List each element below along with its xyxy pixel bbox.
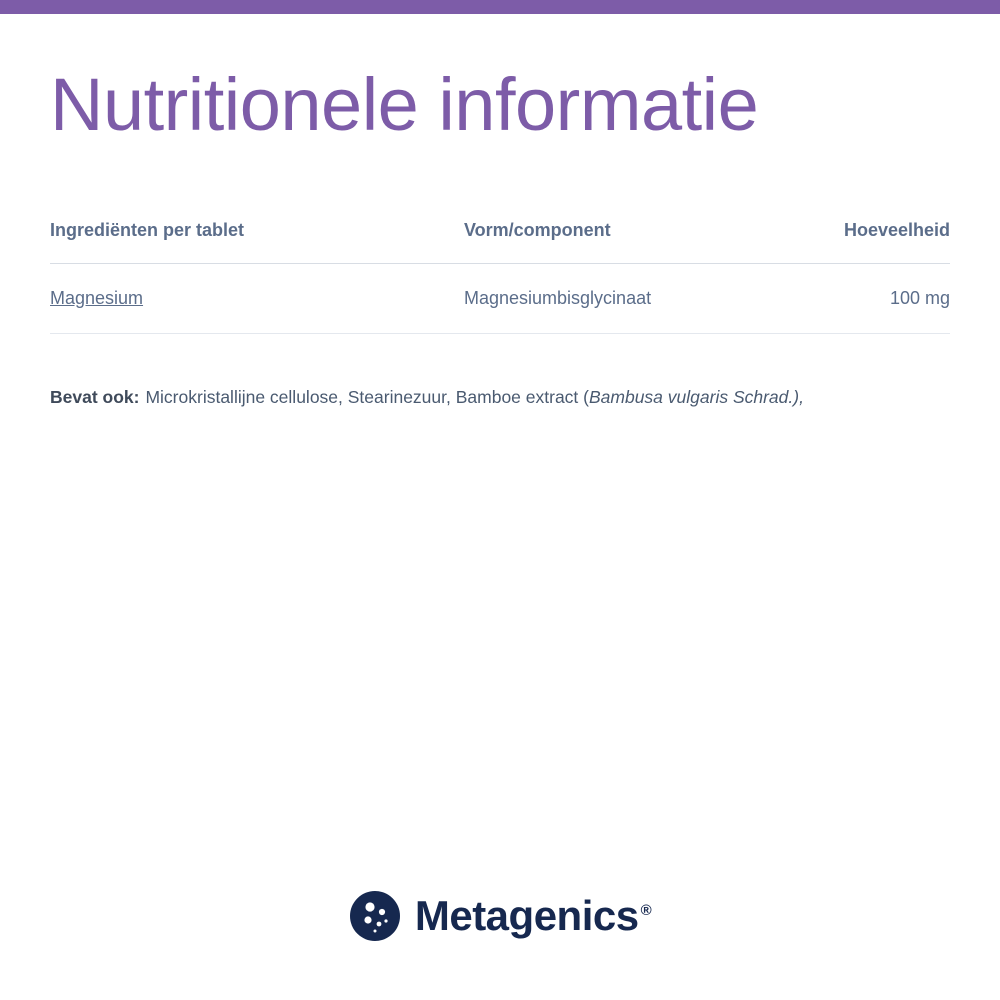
contains-also-block	[50, 384, 970, 410]
page-title: Nutritionele informatie	[50, 63, 759, 146]
table-header	[50, 220, 950, 264]
molecule-icon	[349, 890, 401, 942]
cell-form: Magnesiumbisglycinaat	[464, 263, 752, 333]
registered-mark: ®	[640, 902, 652, 919]
cell-amount: 100 mg	[752, 263, 950, 333]
cell-ingredient	[50, 263, 464, 333]
contains-text-italic: Bambusa vulgaris Schrad.),	[588, 386, 804, 407]
ingredient-link-magnesium[interactable]: Magnesium	[50, 287, 144, 308]
column-header-amount: Hoeveelheid	[843, 219, 950, 240]
table-header-row	[50, 220, 950, 264]
brand-name-text: Metagenics	[414, 892, 639, 939]
column-header-ingredient: Ingrediënten per tablet	[50, 219, 245, 240]
page-content	[0, 14, 1000, 427]
table-row	[50, 263, 950, 333]
nutrition-table	[50, 220, 950, 334]
brand-logo	[0, 890, 1000, 942]
contains-also-label: Bevat ook:	[50, 386, 140, 407]
column-header-form: Vorm/component	[464, 219, 611, 240]
top-accent-bar	[0, 0, 1000, 14]
table-body	[50, 263, 950, 333]
brand-name	[415, 892, 651, 940]
contains-text-plain: Microkristallijne cellulose, Stearinezuur, Bamboe extract (	[145, 386, 589, 407]
contains-also-text	[145, 387, 803, 407]
